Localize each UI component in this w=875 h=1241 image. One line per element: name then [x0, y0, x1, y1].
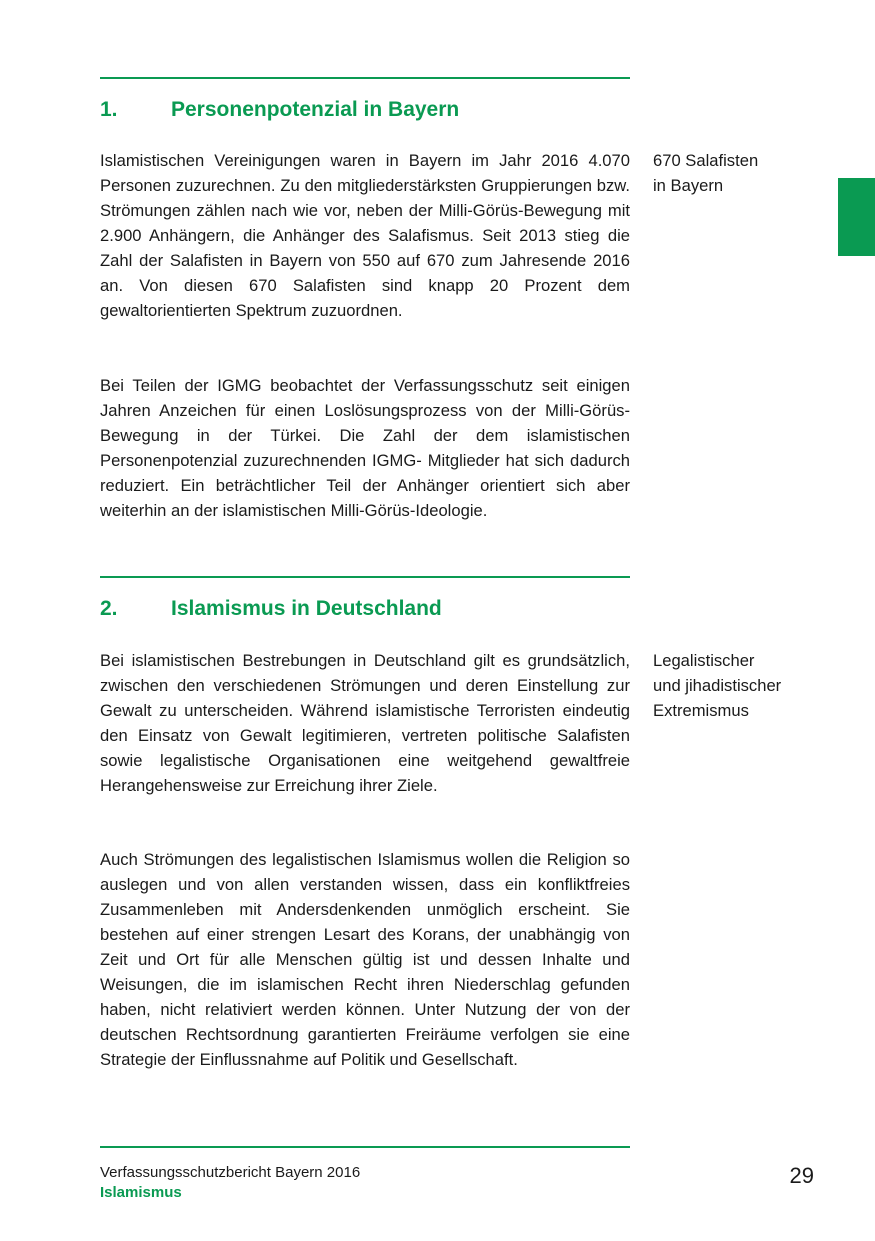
paragraph: Bei islamistischen Bestrebungen in Deutschland gilt es grundsätzlich, zwischen den verschiedenen Strömungen und deren Einstellung zur Gewalt zu unterscheiden. Während islamistische Terroristen eindeutig den Einsatz von Gewalt legitimieren, vertreten politische Salafisten sowie legalistische Organisationen eine weitgehend gewaltfreie Herangehensweise zur Erreichung ihrer Ziele.	[100, 651, 630, 795]
paragraph: Bei Teilen der IGMG beobachtet der Verfassungsschutz seit einigen Jahren Anzeichen für einen Loslösungsprozess von der Milli-Görüs-Bewegung in der Türkei. Die Zahl der dem islamistischen Personenpotenzial zuzurechnenden IGMG- Mitglieder hat sich dadurch reduziert. Ein beträchtlicher Teil der Anhänger orientiert sich aber weiterhin an der islamistischen Milli-Görüs-Ideologie.	[100, 376, 630, 520]
section-number: 2.	[100, 597, 118, 620]
margin-note-line: in Bayern	[653, 176, 724, 195]
margin-note	[653, 648, 823, 723]
footer-chapter: Islamismus	[100, 1184, 182, 1201]
section-heading	[100, 96, 640, 124]
section-title: Islamismus in Deutschland	[171, 597, 442, 620]
section-title: Personenpotenzial in Bayern	[171, 98, 460, 121]
footer-publication: Verfassungsschutzbericht Bayern 2016	[100, 1164, 361, 1181]
page-number: 29	[789, 1163, 814, 1188]
chapter-tab-marker	[838, 178, 875, 256]
footer-divider	[100, 1146, 630, 1148]
paragraph: Auch Strömungen des legalistischen Islamismus wollen die Religion so auslegen und von allen verstanden wissen, dass ein konfliktfreies Zusammenleben mit Andersdenkenden unmöglich erscheint. Sie bestehen auf einer strengen Lesart des Korans, der unabhängig von Zeit und Ort für alle Menschen gültig ist und dessen Inhalte und Weisungen, die im islamischen Recht ihren Niederschlag gefunden haben, nicht relativiert werden können. Unter Nutzung der von der deutschen Rechtsordnung garantierten Freiräume verfolgen sie eine Strategie der Einflussnahme auf Politik und Gesellschaft.	[100, 850, 630, 1069]
margin-note-line: Legalistischer	[653, 651, 755, 670]
margin-note	[653, 148, 823, 198]
margin-note-line: und jihadistischer	[653, 676, 782, 695]
section-divider	[100, 77, 630, 79]
margin-note-line: Extremismus	[653, 701, 749, 720]
paragraph: Islamistischen Vereinigungen waren in Bayern im Jahr 2016 4.070 Personen zuzurechnen. Zu den mitgliederstärksten Gruppierungen bzw. Strömungen zählen nach wie vor, neben der Milli-Görüs-Bewegung mit 2.900 Anhängern, die Anhänger des Salafismus. Seit 2013 stieg die Zahl der Salafisten in Bayern von 550 auf 670 zum Jahresende 2016 an. Von diesen 670 Salafisten sind knapp 20 Prozent dem gewaltorientierten Spektrum zuzuordnen.	[100, 151, 630, 320]
section-heading	[100, 595, 640, 623]
section-number: 1.	[100, 98, 118, 121]
section-divider	[100, 576, 630, 578]
margin-note-line: 670 Salafisten	[653, 151, 759, 170]
